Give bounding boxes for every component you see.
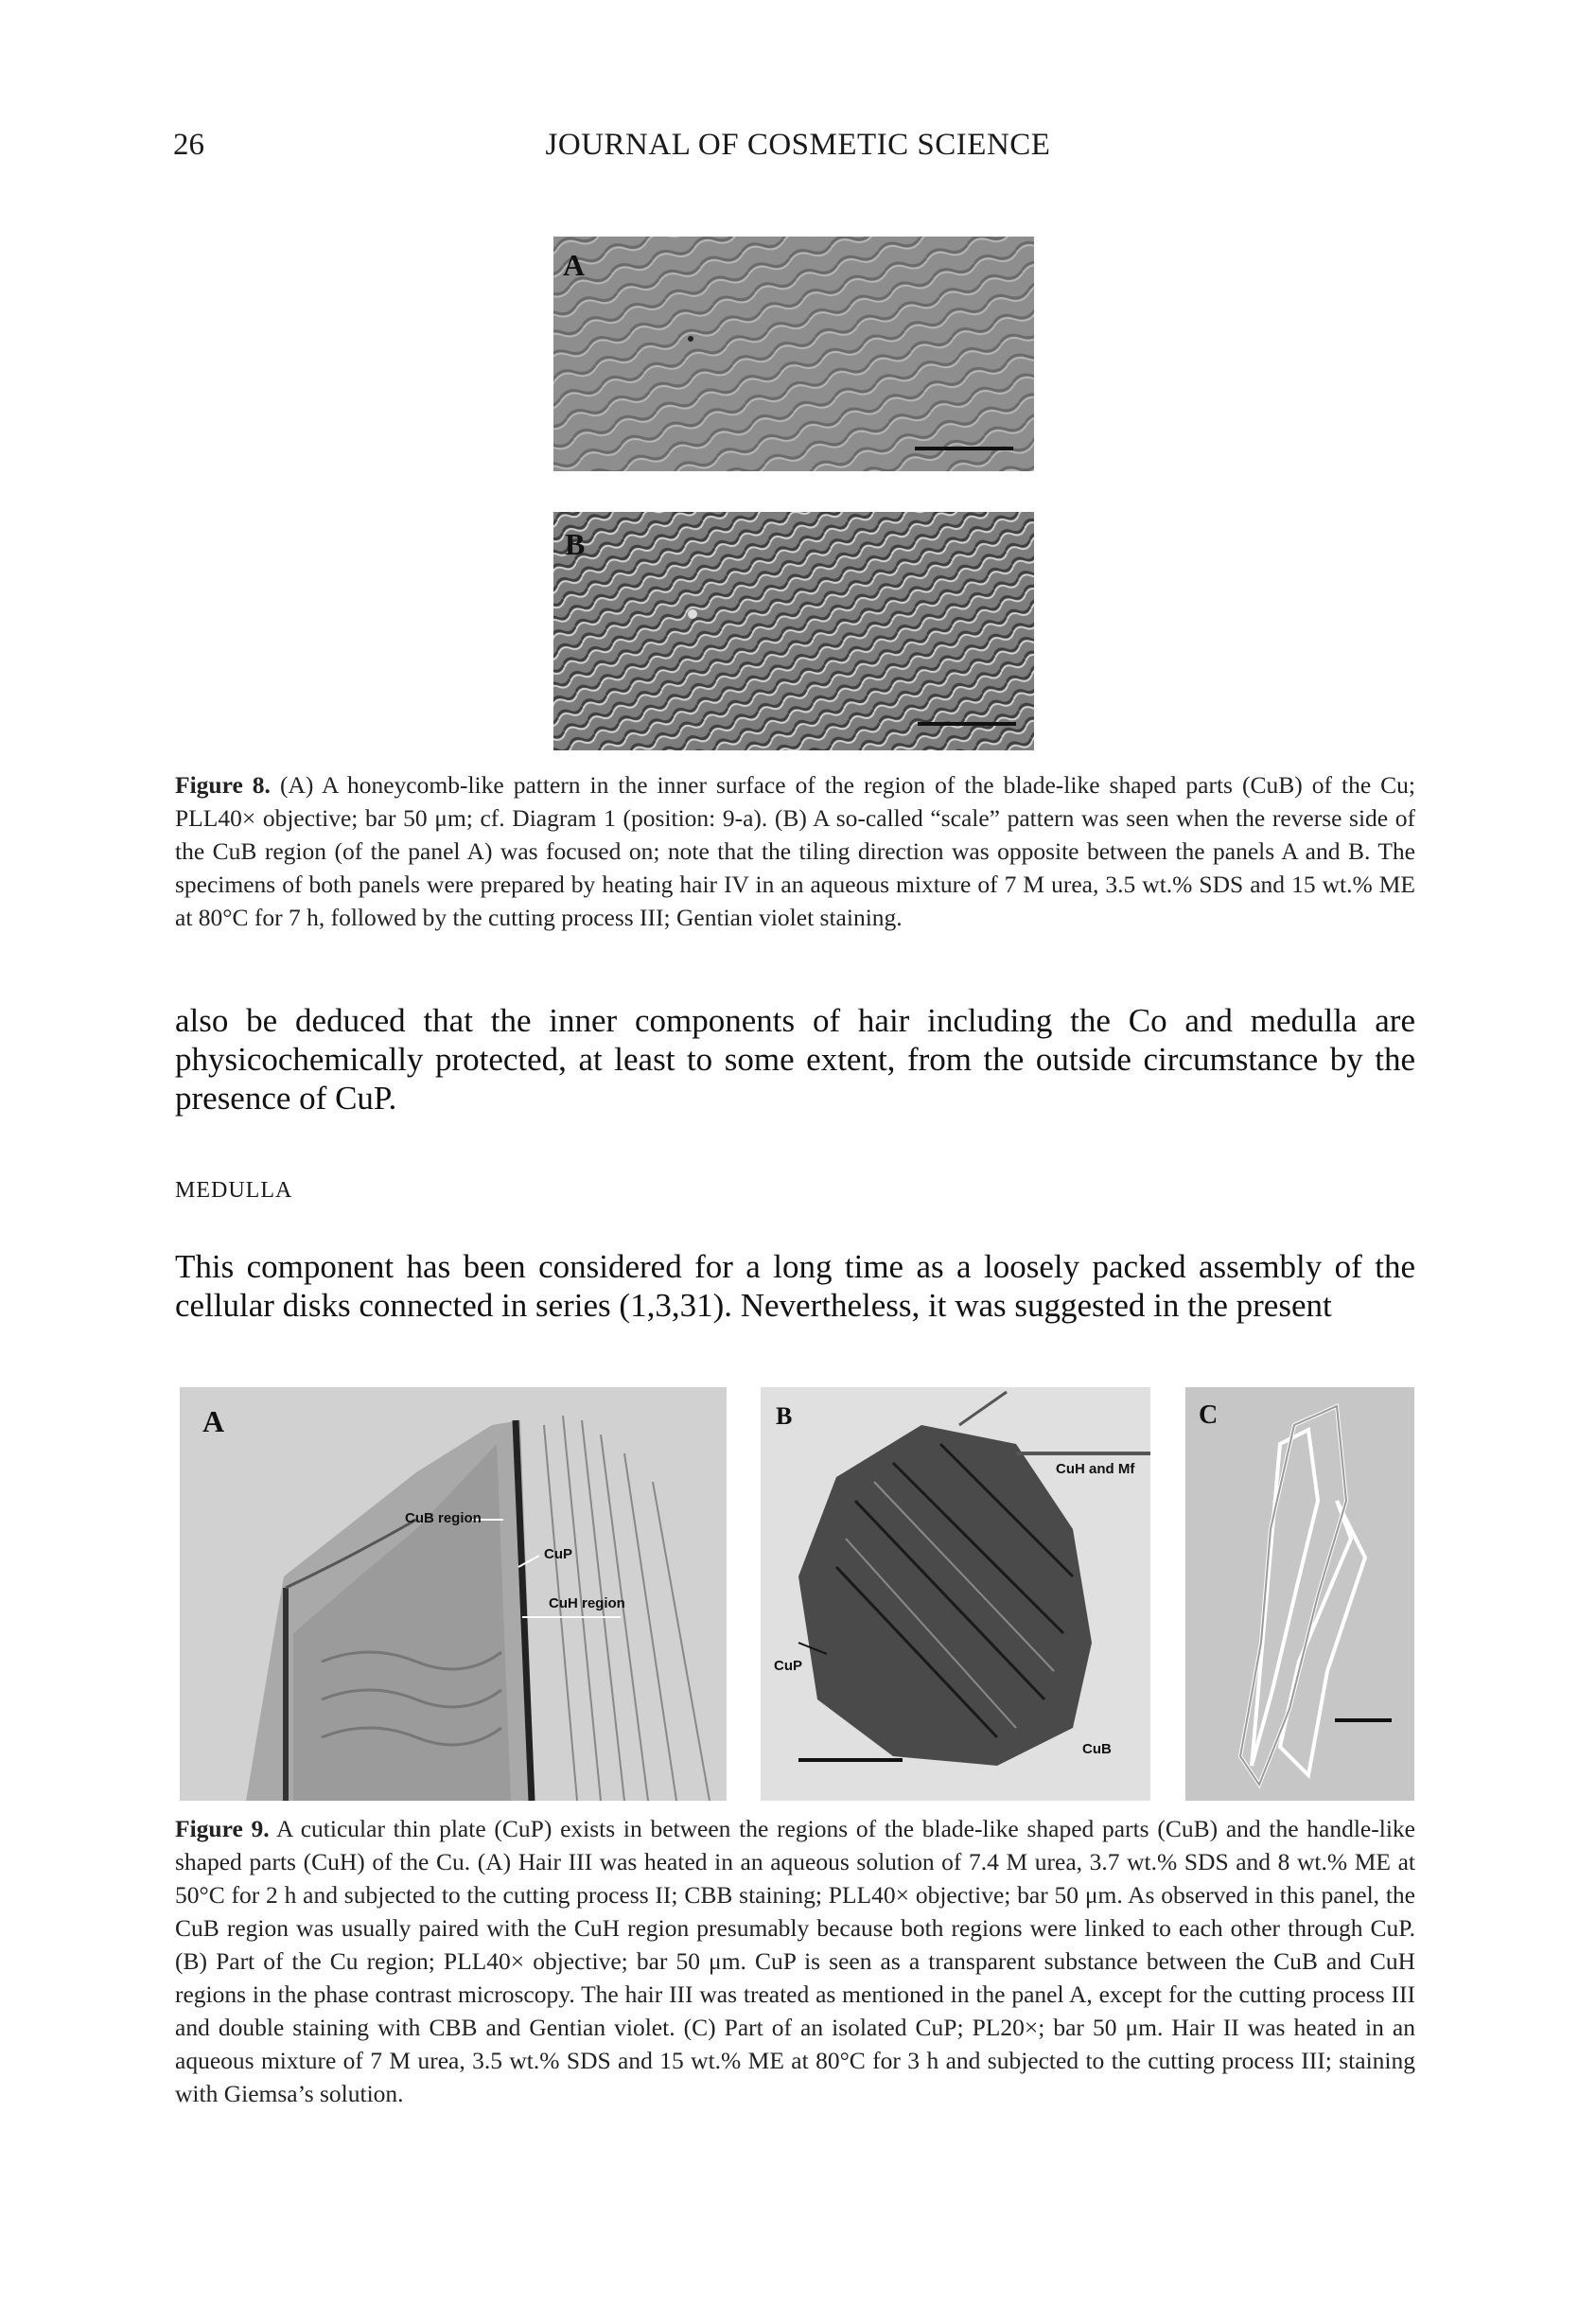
figure9-panel-b-label: B [776,1402,793,1430]
scale-bar [918,722,1016,726]
figure9-panel-a-label: A [202,1404,225,1438]
figure9-panel-b-image [761,1387,1150,1801]
annotation-cub-region: CuB region [405,1510,482,1526]
cuticle-fragment-drawing [761,1387,1150,1801]
figure9-caption [175,1812,1415,2110]
figure8-panel-b-label: B [565,527,586,561]
figure8-panel-a-image [553,237,1034,471]
figure9-caption-text: A cuticular thin plate (CuP) exists in between the regions of the blade-like shaped parts (CuB) and the handle-like shaped parts (CuH) of the Cu. (A) Hair III was heated in an aqueous solution of 7.4 M urea, 3.7 wt.% SDS and 8 wt.% ME at 50°C for 2 h and subjected to the cutting process II; CBB staining; PLL40× objective; bar 50 μm. As observed in this panel, the CuB region was usually paired with the CuH region presumably because both regions were linked to each other through CuP. (B) Part of the Cu region; PLL40× objective; bar 50 μm. CuP is seen as a transparent substance between the CuB and CuH regions in the phase contrast microscopy. The hair III was treated as mentioned in the panel A, except for the cutting process III and double staining with CBB and Gentian violet. (C) Part of an isolated CuP; PL20×; bar 50 μm. Hair II was heated in an aqueous mixture of 7 M urea, 3.5 wt.% SDS and 15 wt.% ME at 80°C for 3 h and subjected to the cutting process III; staining with Giemsa’s solution. [175,1815,1415,2107]
figure9-panel-c-image [1185,1387,1414,1801]
figure8-caption-label: Figure 8. [175,771,271,799]
annotation-cuh-region: CuH region [549,1595,625,1611]
scale-bar [915,447,1013,450]
annotation-cup: CuP [544,1546,572,1562]
scale-pattern-texture [553,512,1034,750]
figure9-panel-c-label: C [1199,1400,1219,1430]
page-number: 26 [173,128,204,162]
figure8-panel-a-label: A [563,248,586,282]
figure9-caption-label: Figure 9. [175,1815,270,1842]
journal-title: JOURNAL OF COSMETIC SCIENCE [545,128,1051,162]
annotation-cup: CuP [774,1658,802,1674]
figure8-caption [175,768,1415,934]
body-paragraph-1: also be deduced that the inner components of hair including the Co and medulla are physicochemically protected, at least to some extent, from the outside circumstance by the presence of CuP. [175,1002,1415,1117]
honeycomb-texture [553,237,1034,471]
annotation-cub: CuB [1082,1741,1112,1757]
figure8-caption-text: (A) A honeycomb-like pattern in the inner surface of the region of the blade-like shaped parts (CuB) of the Cu; PLL40× objective; bar 50 μm; cf. Diagram 1 (position: 9-a). (B) A so-called “scale” pattern was seen when the reverse side of the CuB region (of the panel A) was focused on; note that the tiling direction was opposite between the panels A and B. The specimens of both panels were prepared by heating hair IV in an aqueous mixture of 7 M urea, 3.5 wt.% SDS and 15 wt.% ME at 80°C for 7 h, followed by the cutting process III; Gentian violet staining. [175,771,1416,931]
scale-bar [1335,1718,1392,1722]
isolated-cup-drawing [1185,1387,1414,1801]
figure8-panel-b-image [553,512,1034,750]
body-paragraph-2: This component has been considered for a long time as a loosely packed assembly of the cellular disks connected in series (1,3,31). Nevertheless, it was suggested in the present [175,1248,1415,1324]
cuticle-layers-drawing [180,1387,727,1801]
annotation-cuh-and-mf: CuH and Mf [1056,1461,1135,1477]
figure9-panel-a-image [180,1387,727,1801]
section-heading-medulla: MEDULLA [175,1178,293,1203]
scale-bar [798,1758,903,1762]
